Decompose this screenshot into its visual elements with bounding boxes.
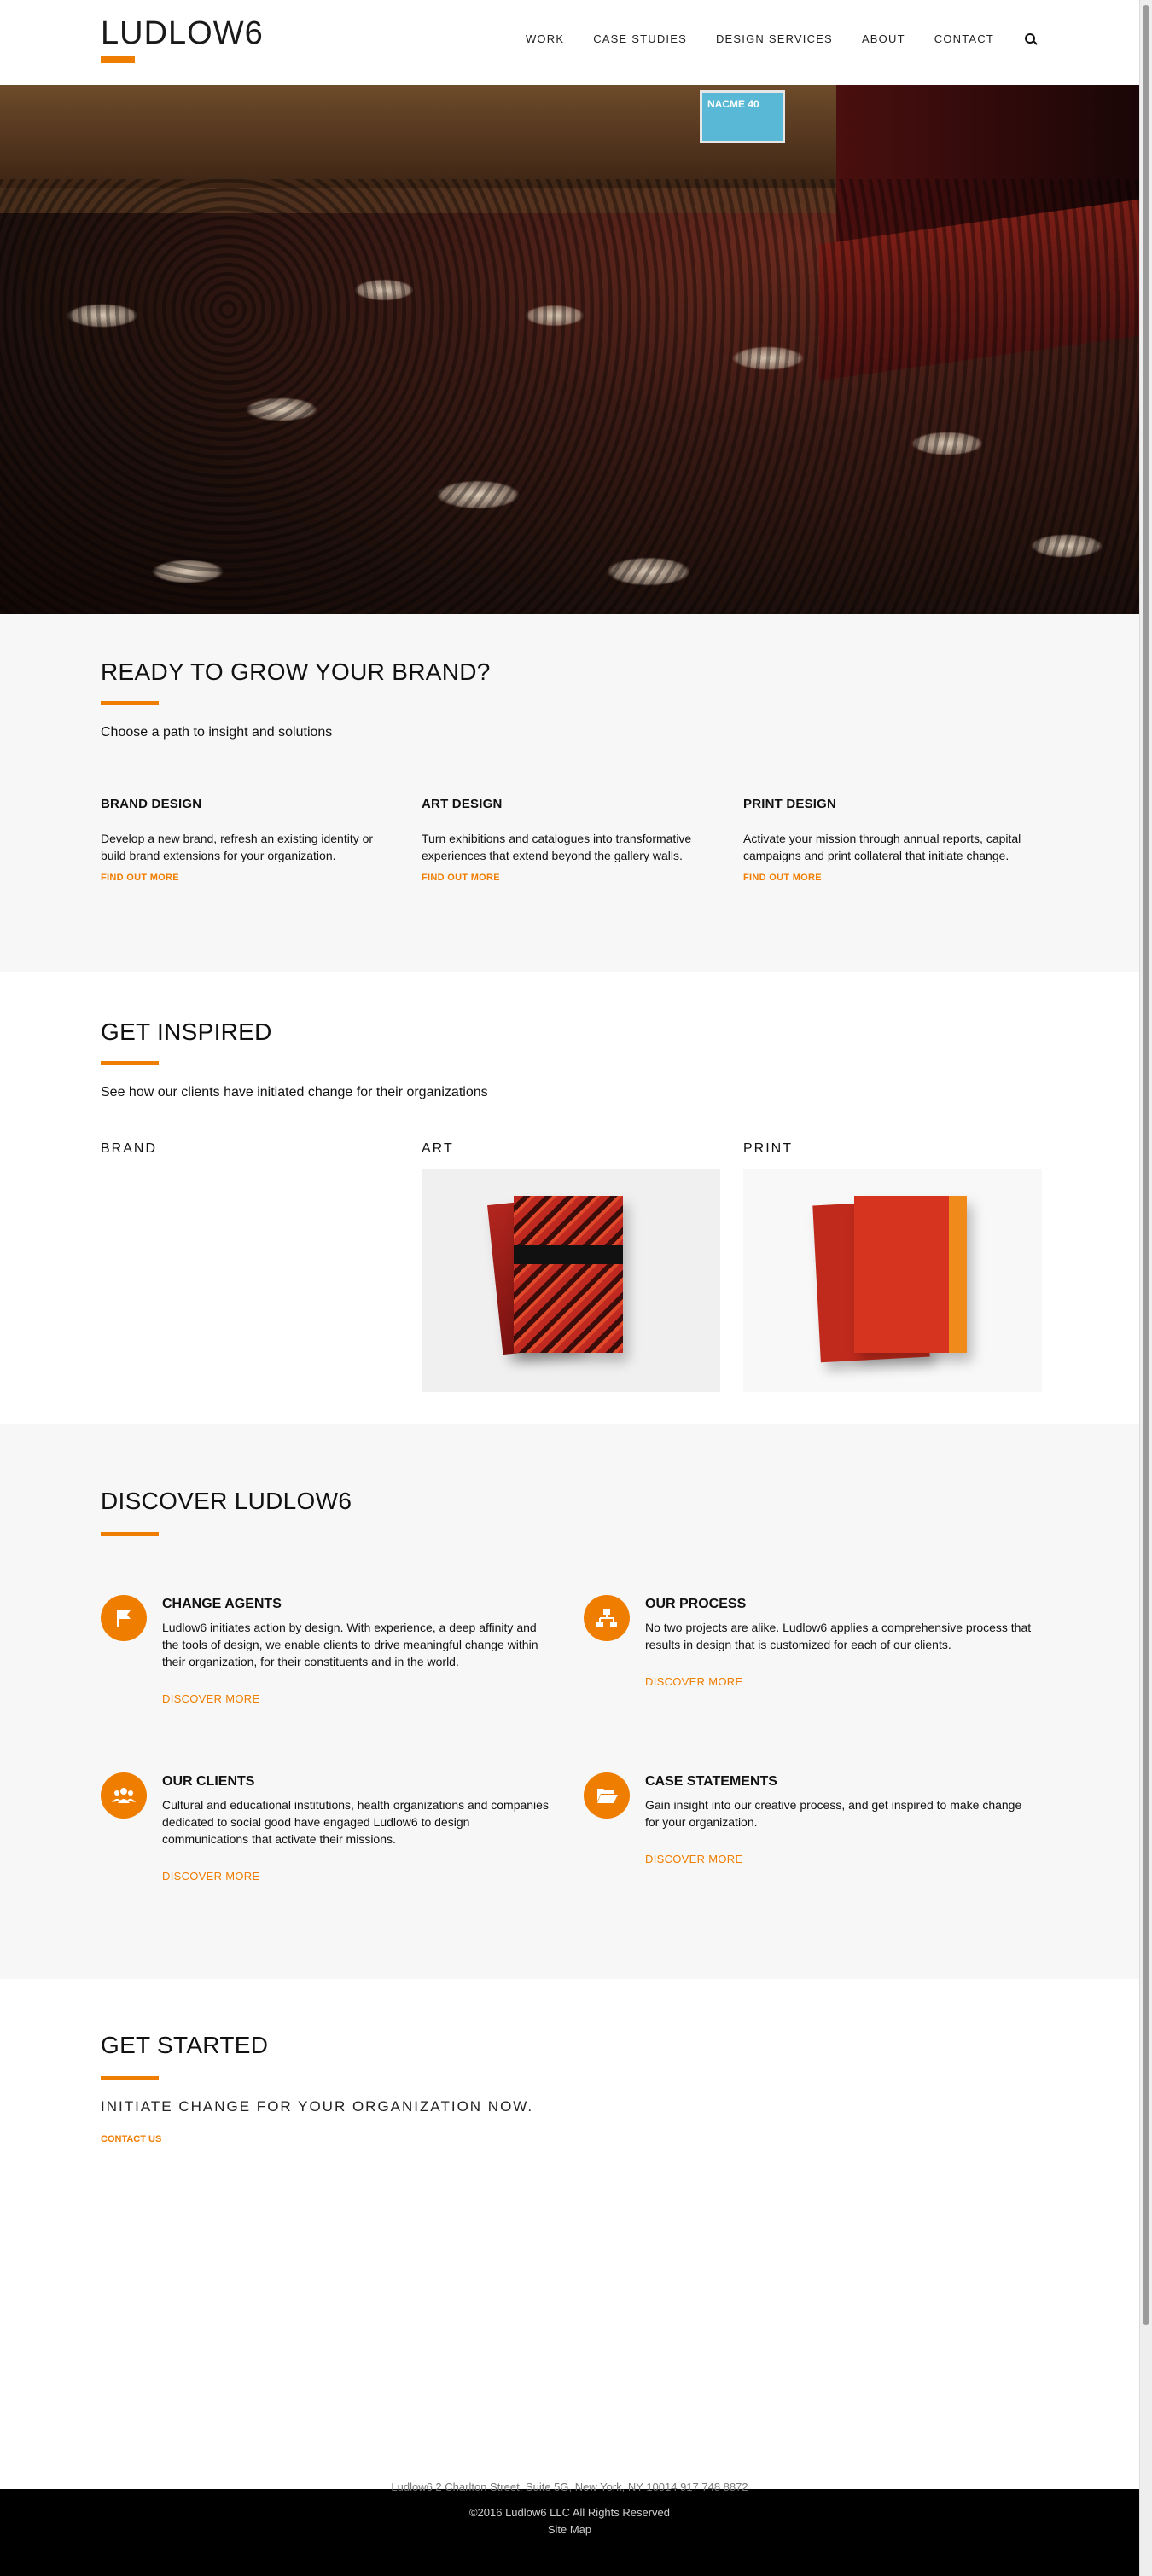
page-scrollbar[interactable] <box>1139 0 1152 2576</box>
inspired-section <box>0 972 1139 1424</box>
discover-more-link[interactable]: DISCOVER MORE <box>162 1870 260 1883</box>
started-title: GET STARTED <box>101 2032 269 2058</box>
print-design-column <box>743 797 1042 883</box>
col-title: BRAND DESIGN <box>101 797 202 811</box>
feature-text: No two projects are alike. Ludlow6 applies a comprehensive process that results in design that is customized for each of our clients. <box>645 1621 1032 1651</box>
contact-us-link[interactable]: CONTACT US <box>101 2134 162 2144</box>
feature-change-agents <box>101 1595 544 1732</box>
feature-title: OUR PROCESS <box>645 1597 747 1611</box>
inspired-lead: See how our clients have initiated change for their organizations <box>101 1085 488 1099</box>
logo-underline <box>101 56 135 63</box>
main-nav <box>497 32 1037 45</box>
discover-title: DISCOVER LUDLOW6 <box>101 1488 352 1514</box>
discover-section <box>0 1424 1139 1979</box>
logo[interactable]: LUDLOW6 <box>101 15 264 51</box>
inspired-title: GET INSPIRED <box>101 1018 272 1045</box>
footer-sitemap-link[interactable]: Site Map <box>547 2523 592 2536</box>
footer-address: Ludlow6 2 Charlton Street, Suite 5G, New York, NY 10014 917 748 8872 <box>391 2480 748 2493</box>
category-art[interactable]: ART <box>422 1141 454 1156</box>
feature-title: CHANGE AGENTS <box>162 1597 282 1611</box>
feature-our-clients <box>101 1772 549 1909</box>
hero-crowd <box>0 179 1139 614</box>
nav-design-services[interactable]: DESIGN SERVICES <box>715 32 833 45</box>
grow-lead: Choose a path to insight and solutions <box>101 725 333 740</box>
feature-title: CASE STATEMENTS <box>645 1774 777 1789</box>
discover-title-bar <box>101 1532 159 1536</box>
hero-image <box>0 85 1139 614</box>
nav-case-studies[interactable]: CASE STUDIES <box>593 32 687 45</box>
category-brand[interactable]: BRAND <box>101 1141 158 1156</box>
print-thumbnail[interactable] <box>743 1169 1042 1392</box>
feature-text: Ludlow6 initiates action by design. With experience, a deep affinity and the tools of design, we enable clients to drive meaningful change within their organization, for their constituents and in the world. <box>162 1621 538 1668</box>
feature-body <box>645 1772 1038 1865</box>
discover-more-link[interactable]: DISCOVER MORE <box>645 1675 743 1688</box>
grow-section <box>0 614 1139 972</box>
grow-title: READY TO GROW YOUR BRAND? <box>101 659 491 685</box>
feature-body <box>162 1595 555 1705</box>
search-icon[interactable] <box>1025 33 1037 45</box>
col-title: PRINT DESIGN <box>743 797 837 811</box>
feature-body <box>162 1772 555 1883</box>
discover-more-link[interactable]: DISCOVER MORE <box>645 1853 743 1865</box>
art-design-column <box>422 797 720 883</box>
print-book-front <box>854 1196 967 1353</box>
feature-text: Gain insight into our creative process, and get inspired to make change for your organization. <box>645 1798 1022 1829</box>
flag-icon <box>101 1595 147 1641</box>
nav-contact[interactable]: CONTACT <box>934 32 994 45</box>
nav-work[interactable]: WORK <box>525 32 565 45</box>
folder-open-icon <box>584 1772 630 1819</box>
find-out-more-link[interactable]: FIND OUT MORE <box>101 873 179 883</box>
site-footer <box>0 2480 1139 2576</box>
nav-about[interactable]: ABOUT <box>861 32 905 45</box>
feature-case-statements <box>584 1772 1027 1909</box>
art-book-band <box>514 1245 623 1264</box>
scrollbar-thumb[interactable] <box>1143 5 1149 2325</box>
grow-title-bar <box>101 701 159 705</box>
col-title: ART DESIGN <box>422 797 503 811</box>
hero-screen <box>700 90 785 143</box>
category-print[interactable]: PRINT <box>743 1141 793 1156</box>
inspired-title-bar <box>101 1061 159 1065</box>
brand-design-column <box>101 797 399 883</box>
art-book-front <box>514 1196 623 1353</box>
started-section <box>0 1979 1139 2491</box>
art-thumbnail[interactable] <box>422 1169 720 1392</box>
find-out-more-link[interactable]: FIND OUT MORE <box>743 873 822 883</box>
find-out-more-link[interactable]: FIND OUT MORE <box>422 873 500 883</box>
discover-more-link[interactable]: DISCOVER MORE <box>162 1692 260 1705</box>
col-text: Develop a new brand, refresh an existing identity or build brand extensions for your organization. <box>101 832 374 862</box>
started-subheading: INITIATE CHANGE FOR YOUR ORGANIZATION NOW. <box>101 2098 534 2115</box>
started-title-bar <box>101 2076 159 2080</box>
site-header <box>0 0 1139 85</box>
feature-text: Cultural and educational institutions, health organizations and companies dedicated to social good have engaged Ludlow6 to design communications that activate their missions. <box>162 1798 549 1846</box>
feature-title: OUR CLIENTS <box>162 1774 255 1789</box>
feature-our-process <box>584 1595 1032 1732</box>
users-icon <box>101 1772 147 1819</box>
footer-copyright: ©2016 Ludlow6 LLC All Rights Reserved <box>468 2506 671 2519</box>
col-text: Turn exhibitions and catalogues into transformative experiences that extend beyond the gallery walls. <box>422 832 692 862</box>
hero-screen-text: NACME 40 <box>707 98 759 110</box>
sitemap-icon <box>584 1595 630 1641</box>
feature-body <box>645 1595 1038 1688</box>
col-text: Activate your mission through annual reports, capital campaigns and print collateral that initiate change. <box>743 832 1021 862</box>
